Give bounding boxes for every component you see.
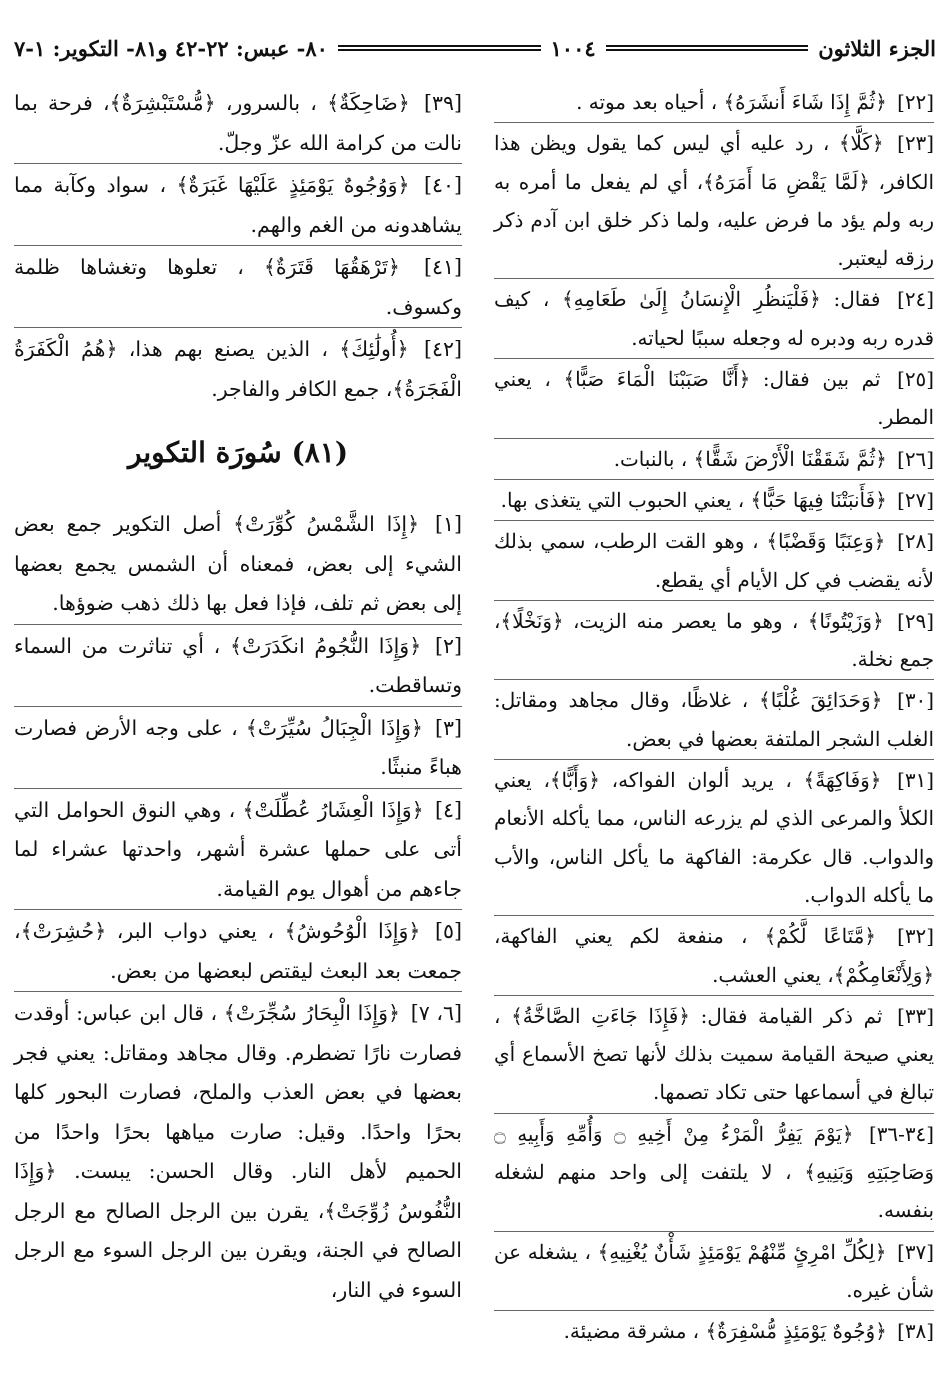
commentary-paragraph [14,991,462,1310]
commentary-paragraph [494,84,934,122]
commentary-text: ، تعلوها وتغشاها ظلمة وكسوف. [14,255,462,319]
verse-number: [٣٢] [897,925,935,949]
commentary-paragraph [494,122,934,278]
quran-verse: ﴿وَإِذَا النُّجُومُ انكَدَرَتْ﴾ [230,633,422,658]
quran-verse: ﴿أُولَٰئِكَ﴾ [339,337,409,361]
quran-verse: ﴿وَعِنَبًا وَقَضْبًا﴾ [766,530,886,554]
commentary-paragraph [494,759,934,915]
page-header [14,30,936,66]
part-label: الجزء الثلاثون [818,35,936,61]
commentary-paragraph [14,245,462,327]
commentary-paragraph [494,520,934,600]
quran-verse: ﴿مَّتَاعًا لَّكُمْ﴾ [764,925,876,949]
verse-number: [٣] [434,715,462,740]
commentary-text: أصل التكوير جمع بعض الشيء إلى بعض، فمعناه أن الشمس يجمع بعضها إلى بعض ثم تلف، فإذا فعل بها ذلك ذهب ضوؤها. [14,512,462,615]
quran-verse: ﴿ضَاحِكَةٌ﴾ [327,91,410,115]
commentary-text: ، على وجه الأرض فصارت هباءً منبثًا. [14,715,462,779]
quran-verse: ﴿وَزَيْتُونًا﴾ [807,609,884,633]
commentary-paragraph [494,438,934,479]
verse-number: [٣٧] [897,1240,934,1264]
commentary-text: ، وهو القت الرطب، سمي بذلك لأنه يقضب في كل الأيام أي يقطع. [494,530,934,592]
commentary-paragraph [14,624,462,706]
commentary-text: ، الذين يصنع بهم هذا، ﴿هُمُ الْكَفَرَةُ الْفَجَرَةُ﴾، جمع الكافر والفاجر. [14,337,462,401]
verse-number: [٤٠] [423,173,462,197]
quran-verse: ﴿وَإِذَا الْوُحُوشُ﴾ [284,919,421,943]
commentary-paragraph [494,915,934,995]
verse-number: [٢٧] [897,488,934,512]
commentary-text: ، بالنبات. [613,447,688,471]
commentary-text: ، رد عليه أي ليس كما يقول ويظن هذا الكافر، ﴿لَمَّا يَقْضِ مَا أَمَرَهُ﴾، أي لم يفعل ما أمره به ربه ولم يؤد ما فرض عليه، ولما ذكر خلق ابن آدم ذكر رزقه ليعتبر. [494,132,934,271]
header-rule-left [338,45,541,51]
verse-number: [٣٨] [897,1320,934,1344]
verse-number: [٣٠] [897,689,935,713]
commentary-text: ، يشغله عن شأن غيره. [494,1240,934,1302]
quran-verse: فقال: ﴿فَلْيَنظُرِ الْإِنسَانُ إِلَىٰ طَعَامِهِ﴾ [562,288,881,312]
quran-verse: ﴿كَلَّا﴾ [838,132,884,156]
commentary-paragraph [494,995,934,1113]
verse-number: [٢٢] [897,91,934,114]
header-rule-right [606,45,809,51]
left-column-top [14,84,462,409]
commentary-text: ، كيف قدره ربه ودبره له وجعله سببًا لحياته. [494,288,934,350]
surah-range: ٨٠- عبس: ٢٢-٤٢ و٨١- التكوير: ١-٧ [13,35,328,61]
verse-number: [٢٣] [897,132,935,156]
commentary-paragraph [14,909,462,991]
verse-number: [٢٦] [897,447,934,471]
quran-verse: ثم بين فقال: ﴿أَنَّا صَبَبْنَا الْمَاءَ صَبًّا﴾ [563,368,881,392]
verse-number: [٢٩] [897,609,934,633]
verse-number: [٤] [434,797,462,822]
commentary-paragraph [494,479,934,520]
left-column [14,84,462,1310]
verse-number: [٢٨] [897,530,934,554]
verse-number: [١] [434,512,462,536]
commentary-text: ، يعني صيحة القيامة سميت بذلك لأنها تصخ الأسماع أي تبالغ في أسماعها حتى تكاد تصمها. [494,1004,934,1105]
verse-number: [٣٤-٣٦] [868,1122,934,1146]
verse-number: [٣١] [897,769,934,793]
commentary-text: ، يريد ألوان الفواكه، ﴿وَأَبًّا﴾، يعني الكلأ والمرعى الذي لم يزرعه الناس، مما يأكله الأنعام والدواب. قال عكرمة: الفاكهة ما يأكل الناس، والأب ما يأكله الدواب. [494,769,934,907]
verse-number: [٣٩] [423,91,462,115]
commentary-text: ، منفعة لكم يعني الفاكهة، ﴿وَلِأَنْعَامِكُمْ﴾، يعني العشب. [494,925,934,987]
verse-number: [٣٣] [897,1004,934,1028]
commentary-text: ، مشرقة مضيئة. [563,1320,700,1344]
page-number: ١٠٠٤ [550,35,596,61]
commentary-paragraph [14,163,462,245]
quran-verse: ﴿فَأَنبَتْنَا فِيهَا حَبًّا﴾ [750,488,887,512]
verse-number: [٢٤] [897,288,934,312]
quran-verse: ﴿إِذَا الشَّمْسُ كُوِّرَتْ﴾ [233,512,420,536]
quran-verse: ﴿يَوْمَ يَفِرُّ الْمَرْءُ مِنْ أَخِيهِ ۝ وَأُمِّهِ وَأَبِيهِ ۝ وَصَاحِبَتِهِ وَبَنِيهِ﴾ [494,1122,935,1185]
quran-verse: ﴿وُجُوهٌ يَوْمَئِذٍ مُّسْفِرَةٌ﴾ [705,1320,887,1344]
commentary-paragraph [14,788,462,910]
commentary-paragraph [14,84,462,163]
verse-number: [٤٢] [423,337,462,361]
verse-number: [٢٥] [897,368,934,392]
commentary-text: ، لا يلتفت إلى واحد منهم لشغله بنفسه. [494,1161,934,1223]
commentary-text: ، سواد وكآبة مما يشاهدونه من الغم والهم. [14,173,462,237]
verse-number: [٤١] [423,255,462,279]
quran-verse: ﴿تَرْهَقُهَا قَتَرَةٌ﴾ [263,255,400,279]
commentary-paragraph [494,278,934,358]
commentary-paragraph [494,1113,934,1231]
commentary-paragraph [494,600,934,680]
quran-verse: ثم ذكر القيامة فقال: ﴿فَإِذَا جَاءَتِ الصَّاخَّةُ﴾ [511,1004,883,1028]
quran-verse: ﴿لِكُلِّ امْرِئٍ مِّنْهُمْ يَوْمَئِذٍ شَأْنٌ يُغْنِيهِ﴾ [597,1240,887,1264]
commentary-text: ، غلاظًا، وقال مجاهد ومقاتل: الغلب الشجر الملتفة بعضها في بعض. [494,689,934,751]
commentary-text: ، وهي النوق الحوامل التي أتى على حملها عشرة أشهر، واحدتها عشراء لما جاءهم من أهوال يوم القيامة. [14,797,462,901]
commentary-text: ، يعني دواب البر، ﴿حُشِرَتْ﴾، جمعت بعد البعث ليقتص لبعضها من بعض. [14,919,462,983]
verse-number: [٢] [434,633,462,658]
commentary-text: ، وهو ما يعصر منه الزيت، ﴿وَنَخْلًا﴾، جمع نخلة. [494,609,934,672]
verse-number: [٥] [434,919,462,943]
commentary-paragraph [494,679,934,759]
commentary-text: ، أحياه بعد موته . [576,91,718,114]
quran-verse: ﴿ثُمَّ إِذَا شَاءَ أَنشَرَهُ﴾ [723,91,887,114]
quran-verse: ﴿وَوُجُوهٌ يَوْمَئِذٍ عَلَيْهَا غَبَرَةٌ﴾ [176,173,410,197]
commentary-paragraph [14,327,462,409]
commentary-paragraph [14,505,462,624]
commentary-paragraph [14,706,462,788]
surah-title: (٨١) سُورَة التكوير [127,436,349,469]
quran-verse: ﴿ثُمَّ شَقَقْنَا الْأَرْضَ شَقًّا﴾ [693,447,887,471]
quran-verse: ﴿وَإِذَا الْجِبَالُ سُيِّرَتْ﴾ [245,715,423,740]
commentary-paragraph [494,1310,934,1351]
quran-verse: ﴿وَإِذَا الْبِحَارُ سُجِّرَتْ﴾ [223,1001,401,1025]
quran-verse: ﴿وَإِذَا الْعِشَارُ عُطِّلَتْ﴾ [242,797,424,822]
verse-number: [٦، ٧] [410,1001,462,1025]
commentary-text: ، يعني المطر. [494,368,934,430]
right-column [494,84,934,1352]
commentary-paragraph [494,1231,934,1311]
commentary-text: ، أي تناثرت من السماء وتساقطت. [14,633,462,697]
commentary-text: ، يعني الحبوب التي يتغذى بها. [500,488,745,512]
commentary-paragraph [494,358,934,438]
quran-verse: ﴿وَحَدَائِقَ غُلْبًا﴾ [759,689,883,713]
commentary-text: ، قال ابن عباس: أوقدت فصارت نارًا تضطرم. وقال مجاهد ومقاتل: يعني فجر بعضها في بعض العذب والملح، فصارت البحور كلها بحرًا واحدًا. وقيل: صارت مياهها بحرًا واحدًا من الحميم لأهل النار. وقال الحسن: يبست. ﴿وَإِذَا النُّفُوسُ زُوِّجَتْ﴾، يقرن بين الرجل الصالح مع الرجل الصالح في الجنة، ويقرن بين الرجل السوء مع الرجل السوء في النار، [14,1001,462,1302]
quran-verse: ﴿وَفَاكِهَةً﴾ [803,769,882,793]
left-column-bottom [14,505,462,1310]
commentary-text: ، بالسرور، ﴿مُّسْتَبْشِرَةٌ﴾، فرحة بما نالت من كرامة الله عزّ وجلّ. [14,91,462,155]
